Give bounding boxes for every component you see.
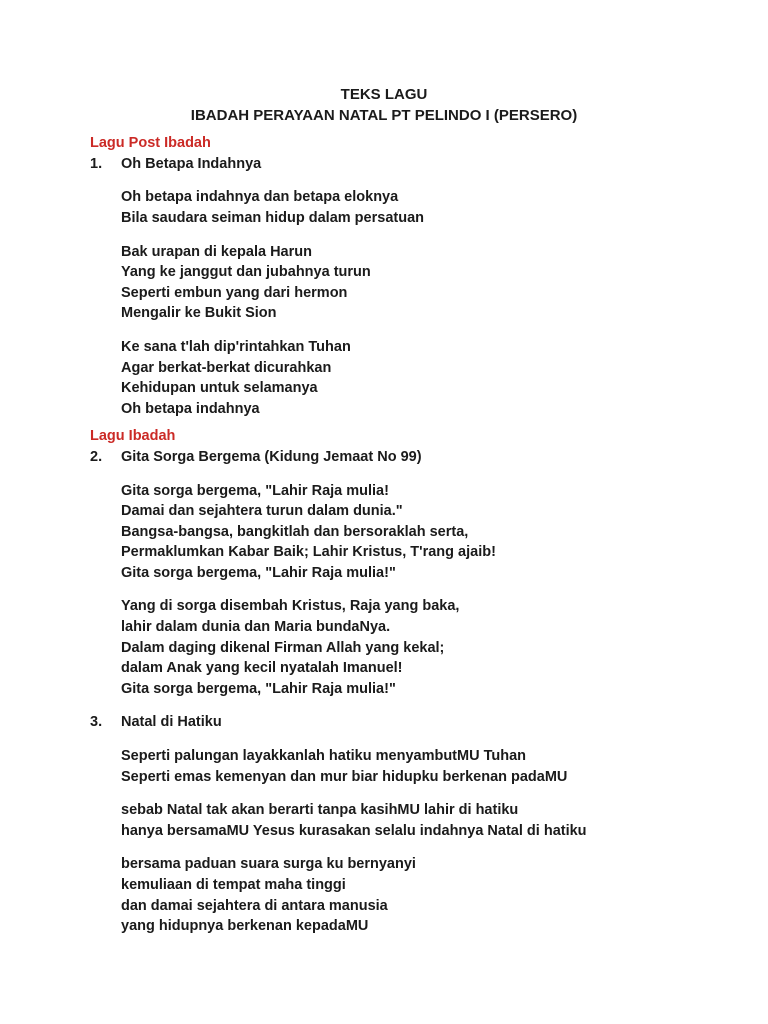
song-1	[90, 154, 728, 420]
lyric-line: lahir dalam dunia dan Maria bundaNya.	[121, 619, 391, 636]
lyric-line: Agar berkat-berkat dicurahkan	[121, 359, 332, 376]
song-3-heading	[90, 712, 728, 733]
lyric-line: Damai dan sejahtera turun dalam dunia."	[121, 503, 403, 520]
stanza	[121, 746, 728, 787]
lyric-line: kemuliaan di tempat maha tinggi	[121, 877, 346, 893]
lyric-line: Bangsa-bangsa, bangkitlah dan bersoraklah serta,	[121, 523, 469, 540]
section-heading-post-ibadah: Lagu Post Ibadah	[90, 135, 211, 152]
lyric-line: Oh betapa indahnya dan betapa eloknya	[121, 189, 399, 206]
song-3	[90, 712, 728, 936]
stanza	[121, 800, 728, 841]
lyric-line: bersama paduan suara surga ku bernyanyi	[121, 856, 416, 873]
document-title	[0, 0, 768, 126]
stanza	[121, 854, 728, 936]
lyric-line: yang hidupnya berkenan kepadaMU	[121, 918, 369, 935]
song-number: 2.	[90, 448, 103, 465]
lyric-line: Bak urapan di kepala Harun	[121, 243, 312, 260]
lyric-line: Dalam daging dikenal Firman Allah yang kekal;	[121, 639, 445, 656]
lyric-line: Gita sorga bergema, "Lahir Raja mulia!	[121, 482, 389, 499]
lyric-line: Seperti emas kemenyan dan mur biar hidupku berkenan padaMU	[121, 768, 568, 785]
stanza	[121, 337, 728, 419]
song-2-heading	[90, 447, 728, 468]
document-content	[90, 133, 728, 937]
stanza	[121, 242, 728, 324]
title-line-1: TEKS LAGU	[340, 86, 428, 103]
lyric-line: sebab Natal tak akan berarti tanpa kasihMU lahir di hatiku	[121, 802, 519, 819]
lyric-line: Oh betapa indahnya	[121, 400, 260, 417]
lyric-line: Permaklumkan Kabar Baik; Lahir Kristus, T'rang ajaib!	[121, 544, 496, 561]
song-1-heading	[90, 154, 728, 175]
title-line-2: IBADAH PERAYAAN NATAL PT PELINDO I (PERSERO)	[190, 106, 578, 124]
lyric-line: Kehidupan untuk selamanya	[121, 380, 318, 397]
lyric-line: Seperti palungan layakkanlah hatiku menyambutMU Tuhan	[121, 748, 527, 765]
lyric-line: Yang di sorga disembah Kristus, Raja yang baka,	[121, 598, 460, 615]
lyric-line: Seperti embun yang dari hermon	[121, 284, 348, 301]
lyric-line: Ke sana t'lah dip'rintahkan Tuhan	[121, 338, 351, 355]
song-title: Natal di Hatiku	[121, 714, 222, 731]
stanza	[121, 481, 728, 584]
lyric-line: Gita sorga bergema, "Lahir Raja mulia!"	[121, 680, 396, 697]
song-number: 3.	[90, 714, 103, 731]
lyric-line: hanya bersamaMU Yesus kurasakan selalu indahnya Natal di hatiku	[121, 822, 587, 839]
lyric-line: Bila saudara seiman hidup dalam persatuan	[121, 209, 424, 226]
stanza	[121, 187, 728, 228]
lyric-line: Gita sorga bergema, "Lahir Raja mulia!"	[121, 564, 396, 581]
lyric-line: dan damai sejahtera di antara manusia	[121, 897, 388, 914]
lyric-line: dalam Anak yang kecil nyatalah Imanuel!	[121, 660, 403, 677]
song-2	[90, 447, 728, 700]
section-heading-ibadah: Lagu Ibadah	[90, 428, 176, 445]
song-title: Oh Betapa Indahnya	[121, 155, 262, 172]
song-title: Gita Sorga Bergema (Kidung Jemaat No 99)	[121, 448, 422, 465]
lyric-line: Mengalir ke Bukit Sion	[121, 305, 277, 322]
lyric-line: Yang ke janggut dan jubahnya turun	[121, 264, 371, 281]
stanza	[121, 596, 728, 699]
song-number: 1.	[90, 155, 103, 172]
